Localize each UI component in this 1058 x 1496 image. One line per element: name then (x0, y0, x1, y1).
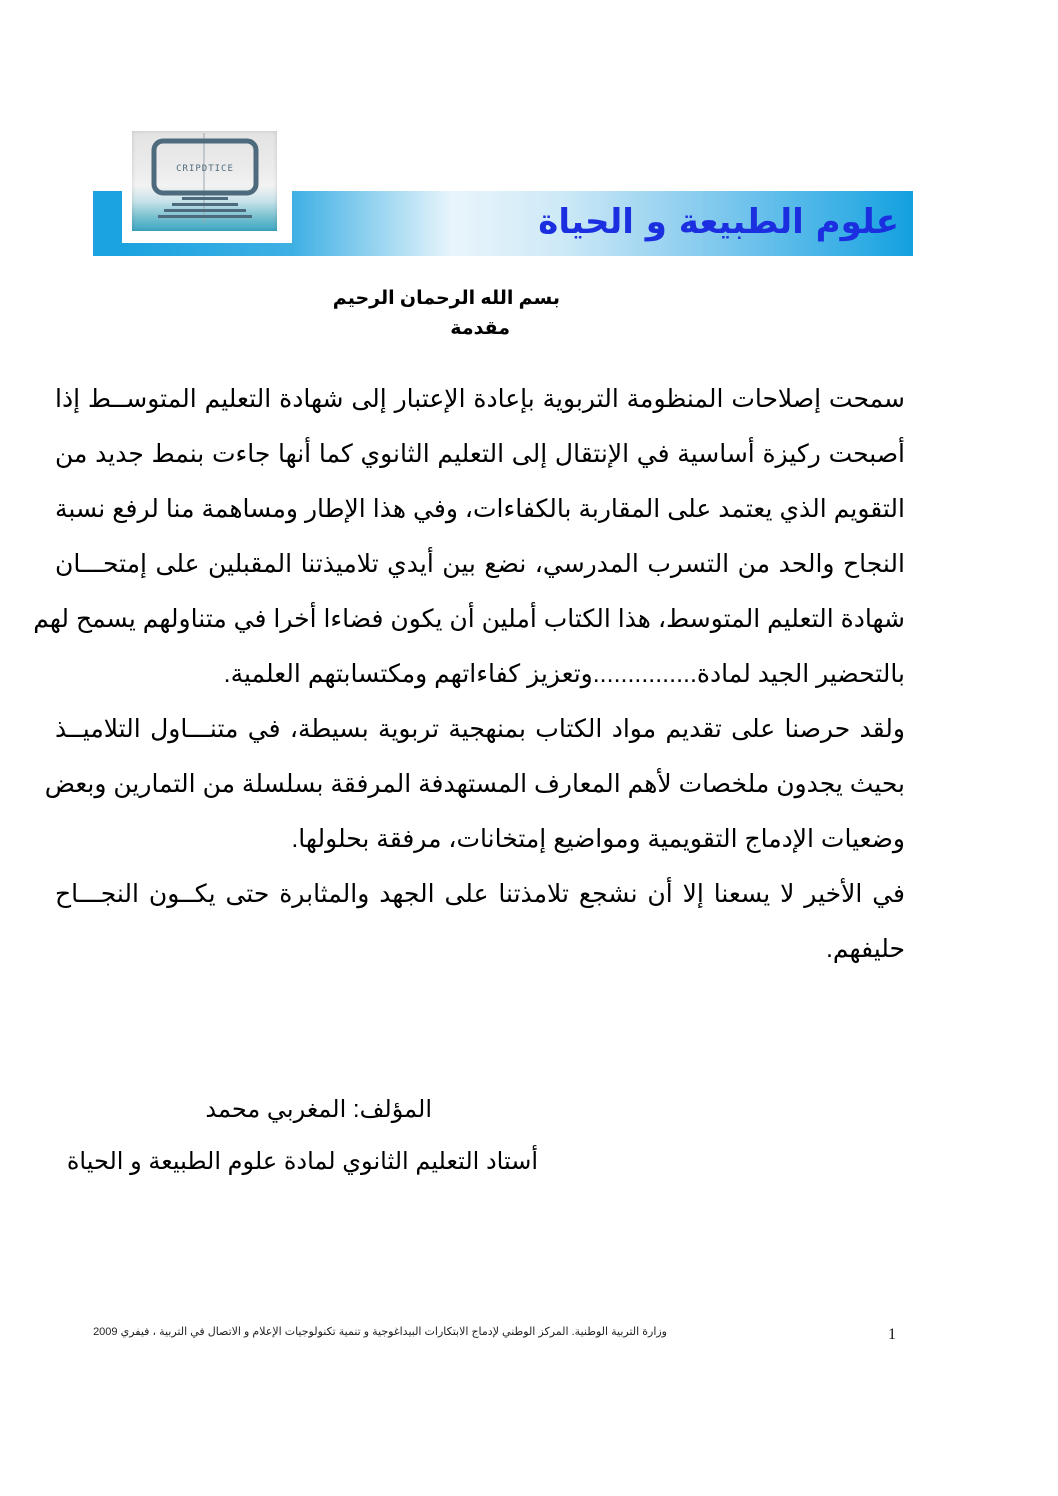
paragraph-line: وضعيات الإدماج التقويمية ومواضيع إمتخانات، مرفقة بحلولها. (291, 825, 905, 853)
paragraph-line: ولقد حرصنا على تقديم مواد الكتاب بمنهجية تربوية بسيطة، في متنـــاول التلاميــذ (55, 715, 905, 743)
paragraph-line: في الأخير لا يسعنا إلا أن نشجع تلامذتنا على الجهد والمثابرة حتى يكــون النجـــاح (55, 880, 905, 908)
paragraph-line: بحيث يجدون ملخصات لأهم المعارف المستهدفة المرفقة بسلسلة من التمارين وبعض (44, 770, 905, 798)
paragraph-line: التقويم الذي يعتمد على المقاربة بالكفاءات، وفي هذا الإطار ومساهمة منا لرفع نسبة (55, 495, 905, 523)
logo (122, 127, 292, 243)
basmala-heading: بسم الله الرحمان الرحيم (332, 288, 560, 309)
author-name: المؤلف: المغربي محمد (205, 1096, 432, 1123)
footer-note: وزارة التربية الوطنية. المركز الوطني لإدماج الابتكارات البيداغوجية و تنمية تكنولوجيات الإعلام و الاتصال في التربية ، فيفري 2009 (93, 1326, 667, 1338)
paragraph-line: النجاح والحد من التسرب المدرسي، نضع بين أيدي تلاميذتنا المقبلين على إمتحـــان (55, 550, 905, 578)
author-role: أستاد التعليم الثانوي لمادة علوم الطبيعة و الحياة (66, 1148, 538, 1175)
page-number: 1 (888, 1326, 896, 1343)
paragraph-line: بالتحضير الجيد لمادة...............وتعزيز كفاءاتهم ومكتسابتهم العلمية. (223, 660, 905, 688)
computer-monitor-icon (132, 131, 277, 231)
paragraph-line: حليفهم. (825, 935, 905, 963)
paragraph-line: أصبحت ركيزة أساسية في الإنتقال إلى التعليم الثانوي كما أنها جاءت بنمط جديد من (55, 440, 905, 468)
document-title: علوم الطبيعة و الحياة (538, 202, 899, 242)
paragraph-line: سمحت إصلاحات المنظومة التربوية بإعادة الإعتبار إلى شهادة التعليم المتوســط إذا (55, 385, 905, 413)
logo-panel (132, 131, 277, 231)
logo-text: CRIPDTICE (176, 164, 234, 174)
paragraph-1 (33, 372, 905, 702)
introduction-heading: مقدمة (450, 318, 510, 339)
paragraph-2 (44, 702, 905, 867)
paragraph-3 (55, 867, 905, 977)
paragraph-line: شهادة التعليم المتوسط، هذا الكتاب أملين أن يكون فضاءا أخرا في متناولهم يسمح لهم (33, 605, 905, 633)
